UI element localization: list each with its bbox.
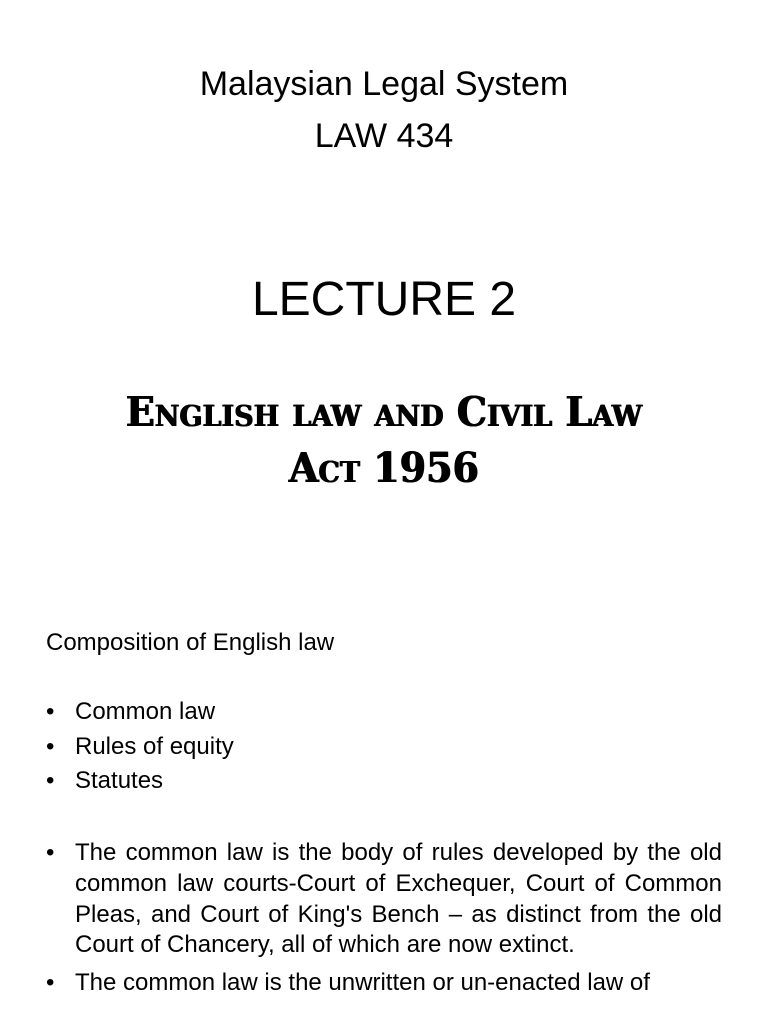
list-item-text: Rules of equity <box>75 732 234 760</box>
list-item-text: Common law <box>75 698 216 725</box>
components-list <box>46 695 722 799</box>
bullet-icon: • <box>46 767 55 794</box>
topic-title-line-2: Act 1956 <box>288 443 480 492</box>
bullet-icon: • <box>46 969 55 997</box>
course-code: LAW 434 <box>314 117 454 155</box>
bullet-icon: • <box>46 698 55 725</box>
points-list <box>46 838 722 1006</box>
list-item <box>46 764 722 799</box>
topic-title-line-1: English law and Civil Law <box>125 387 643 436</box>
list-item <box>46 695 722 730</box>
bullet-icon: • <box>46 839 55 866</box>
topic-title <box>0 384 768 496</box>
list-item-text: Statutes <box>75 767 164 794</box>
paragraph-text: The common law is the unwritten or un-enacted law of <box>75 969 650 997</box>
paragraph-text: The common law is the body of rules developed by the old common law courts-Court of Exchequer, Court of Common Pleas, and Court of King's Bench – as distinct from the old Court of Chancery, all of which are now extinct. <box>75 839 722 959</box>
list-item <box>46 968 722 999</box>
bullet-icon: • <box>46 732 55 760</box>
course-title: Malaysian Legal System <box>199 65 569 103</box>
list-item <box>46 730 722 765</box>
section-intro: Composition of English law <box>46 629 335 656</box>
lecture-title: LECTURE 2 <box>251 273 517 326</box>
list-item <box>46 838 722 961</box>
